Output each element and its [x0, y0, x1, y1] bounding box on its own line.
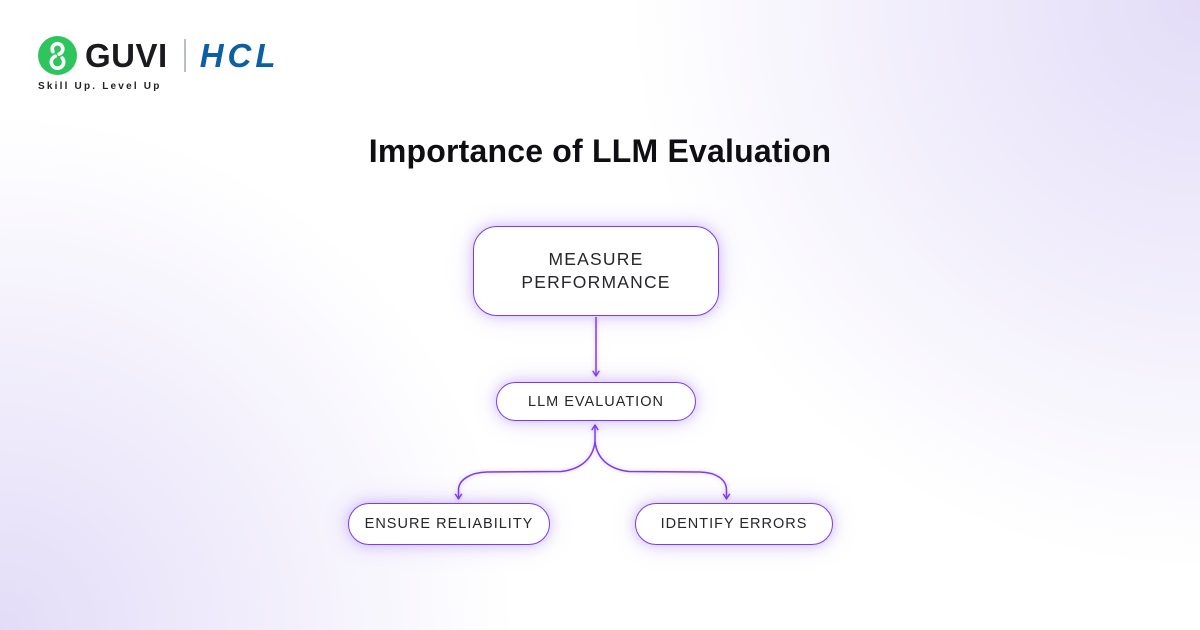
node-ensure-reliability: ENSURE RELIABILITY: [348, 503, 550, 545]
node-llm-evaluation: LLM EVALUATION: [496, 382, 696, 421]
logo-row: [38, 36, 280, 75]
logo-divider: [184, 39, 186, 72]
brand-header: [38, 36, 280, 92]
node-identify-errors: IDENTIFY ERRORS: [635, 503, 833, 545]
hcl-logo-text: HCL: [199, 36, 280, 74]
edge-branch-to-ensure: [459, 442, 596, 499]
node-measure-line1: MEASURE: [548, 248, 644, 269]
guvi-tagline: Skill Up. Level Up: [38, 81, 162, 92]
edge-branch-to-identify: [595, 442, 727, 499]
page-title: Importance of LLM Evaluation: [368, 133, 832, 169]
node-measure-line2: PERFORMANCE: [521, 272, 671, 292]
guvi-logo-text: GUVI: [85, 36, 168, 74]
node-measure-performance: [473, 226, 719, 316]
guvi-logo-icon: [38, 36, 77, 75]
